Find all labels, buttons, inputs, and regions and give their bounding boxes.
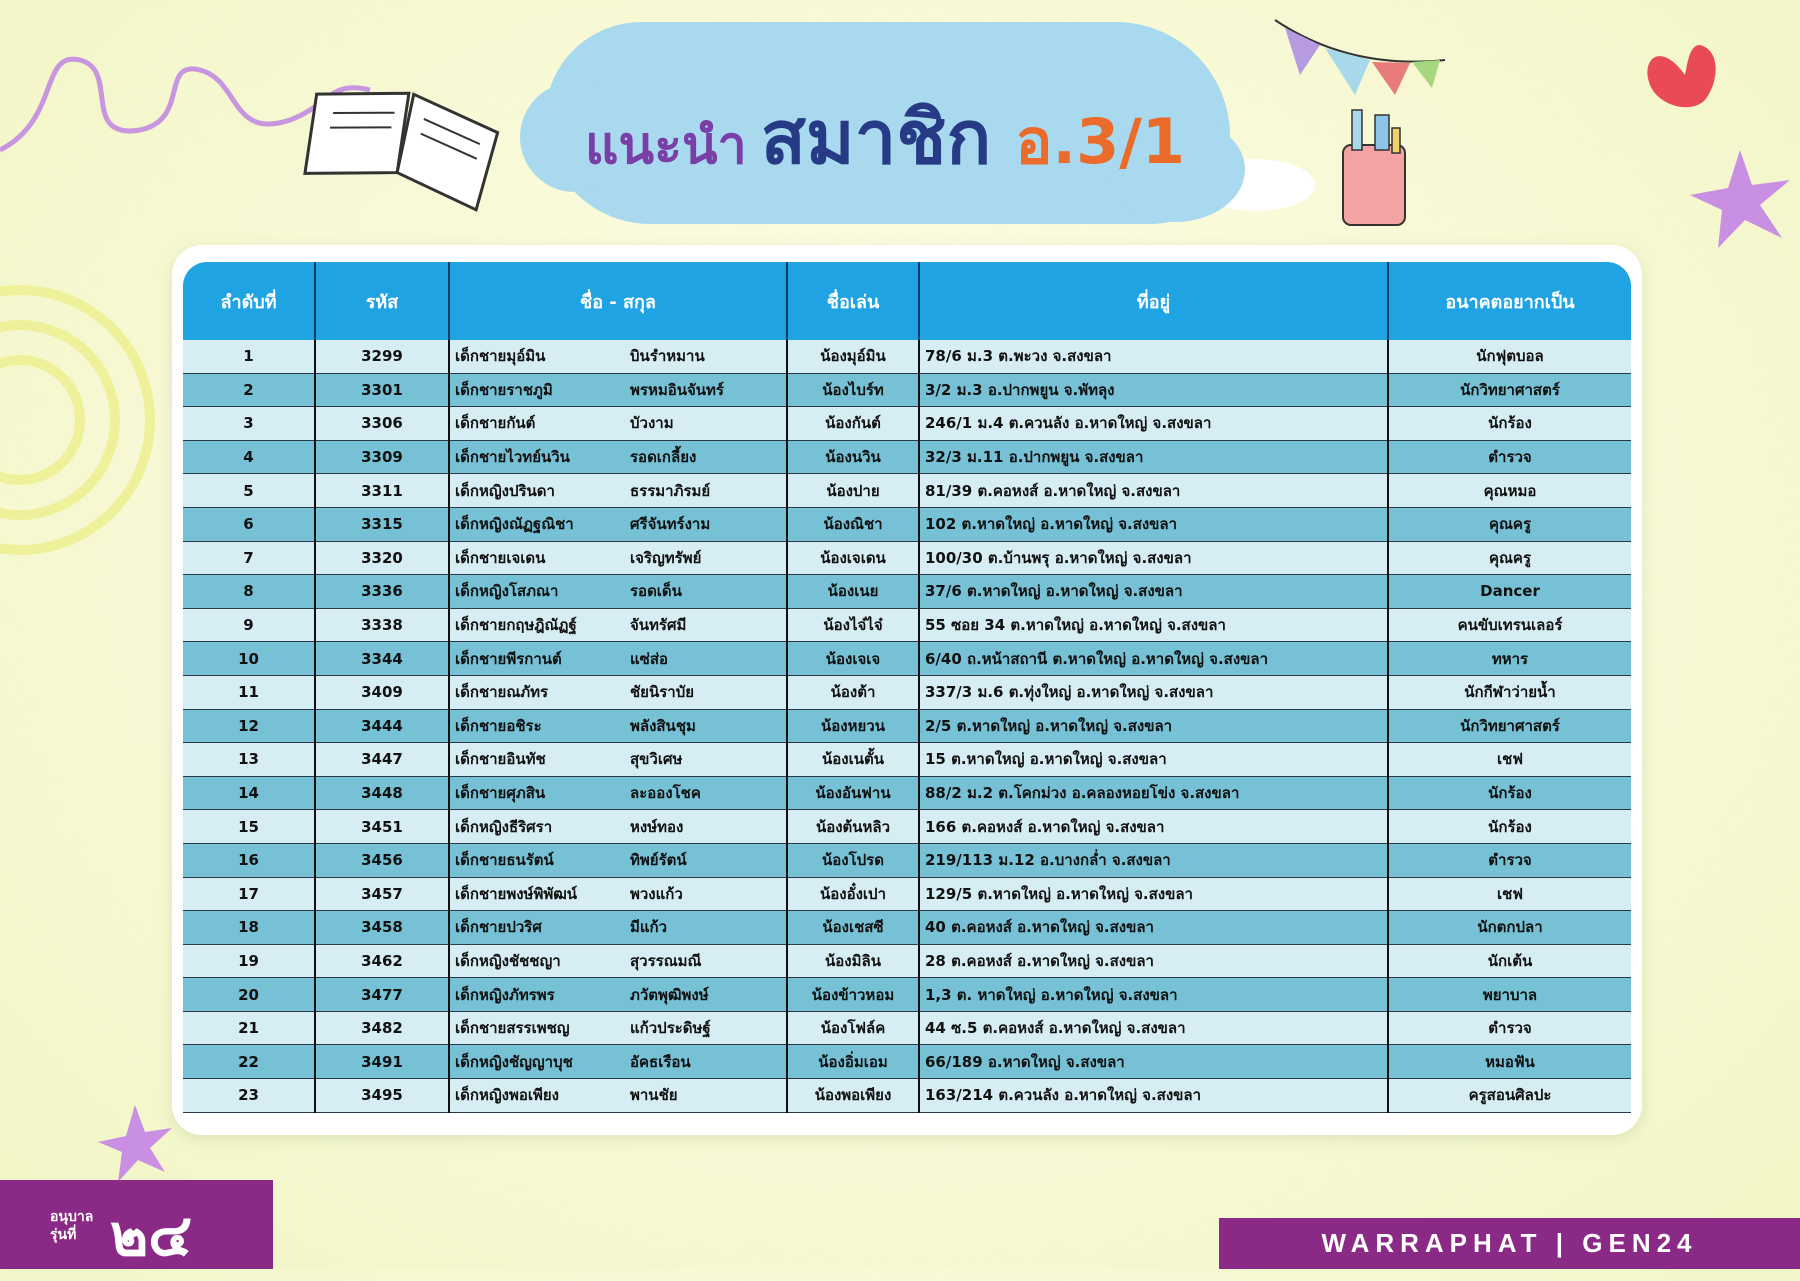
last-name: แก้วประดิษฐ์ [630,1019,711,1038]
first-name: เด็กชายอินทัช [455,750,546,769]
cell-no: 6 [183,507,315,541]
last-name: ทิพย์รัตน์ [630,851,687,870]
cell-nickname: น้องข้าวหอม [787,978,919,1012]
cell-id: 3311 [315,474,449,508]
cell-name [449,575,787,609]
page-title [585,78,1185,181]
cell-no: 15 [183,810,315,844]
table-row [183,911,1631,945]
table-row [183,575,1631,609]
cell-no: 7 [183,541,315,575]
cell-name [449,1011,787,1045]
cell-name [449,1079,787,1113]
cell-no: 8 [183,575,315,609]
cell-name [449,340,787,373]
table-row [183,440,1631,474]
cell-future: เชฟ [1388,743,1631,777]
cell-name [449,440,787,474]
cell-address: 219/113 ม.12 อ.บางกล่ำ จ.สงขลา [919,843,1388,877]
cell-future: นักตกปลา [1388,911,1631,945]
table-row [183,541,1631,575]
cell-nickname: น้องต้นหลิว [787,810,919,844]
cell-address: 2/5 ต.หาดใหญ่ อ.หาดใหญ่ จ.สงขลา [919,709,1388,743]
cell-no: 12 [183,709,315,743]
cell-no: 3 [183,407,315,441]
logo-line-2: รุ่นที่ [50,1227,77,1243]
cell-address: 166 ต.คอหงส์ อ.หาดใหญ่ จ.สงขลา [919,810,1388,844]
table-row [183,675,1631,709]
cell-id: 3409 [315,675,449,709]
cell-future: นักร้อง [1388,810,1631,844]
cell-name [449,1045,787,1079]
cell-nickname: น้องกันต์ [787,407,919,441]
cell-nickname: น้องอันฟาน [787,776,919,810]
last-name: จันทรัศมี [630,616,687,635]
cell-no: 9 [183,608,315,642]
header-future: อนาคตอยากเป็น [1388,262,1631,340]
cell-future: คุณครู [1388,541,1631,575]
first-name: เด็กหญิงณัฏฐณิชา [455,515,574,534]
cell-nickname: น้องเจเจ [787,642,919,676]
table-row [183,709,1631,743]
cell-no: 10 [183,642,315,676]
first-name: เด็กชายอชิระ [455,716,542,735]
cell-nickname: น้องณิชา [787,507,919,541]
cell-address: 100/30 ต.บ้านพรุ อ.หาดใหญ่ จ.สงขลา [919,541,1388,575]
member-table-container [183,262,1631,1113]
last-name: สุวรรณมณี [630,951,702,970]
cell-nickname: น้องโฟล์ค [787,1011,919,1045]
cell-no: 11 [183,675,315,709]
table-header-row [183,262,1631,340]
cell-future: พยาบาล [1388,978,1631,1012]
cell-no: 4 [183,440,315,474]
cell-address: 37/6 ต.หาดใหญ่ อ.หาดใหญ่ จ.สงขลา [919,575,1388,609]
cell-id: 3451 [315,810,449,844]
title-part-1: แนะนำ [585,116,747,176]
last-name: ศรีจันทร์งาม [630,515,711,534]
first-name: เด็กชายราชภูมิ [455,380,553,399]
cell-address: 163/214 ต.ควนลัง อ.หาดใหญ่ จ.สงขลา [919,1079,1388,1113]
cell-name [449,944,787,978]
first-name: เด็กชายพงษ์พิพัฒน์ [455,884,578,903]
last-name: รอดเด็น [630,582,682,601]
table-row [183,507,1631,541]
first-name: เด็กหญิงปรินดา [455,481,555,500]
logo-number: ๒๔ [110,1201,193,1269]
table-row [183,407,1631,441]
header-nickname: ชื่อเล่น [787,262,919,340]
first-name: เด็กชายสรรเพชญ [455,1019,570,1038]
header-id: รหัส [315,262,449,340]
cell-address: 129/5 ต.หาดใหญ่ อ.หาดใหญ่ จ.สงขลา [919,877,1388,911]
last-name: ละอองโชค [630,784,701,803]
cell-nickname: น้องนวิน [787,440,919,474]
cell-name [449,541,787,575]
cell-future: ตำรวจ [1388,440,1631,474]
cell-nickname: น้องอิ่มเอม [787,1045,919,1079]
first-name: เด็กหญิงชัชชญา [455,951,561,970]
cell-name [449,911,787,945]
table-row [183,1045,1631,1079]
last-name: เจริญทรัพย์ [630,548,702,567]
last-name: พลังสินชุม [630,716,696,735]
cell-address: 88/2 ม.2 ต.โคกม่วง อ.คลองหอยโข่ง จ.สงขลา [919,776,1388,810]
cell-no: 13 [183,743,315,777]
last-name: ภวัตพุฒิพงษ์ [630,985,709,1004]
cell-no: 5 [183,474,315,508]
first-name: เด็กหญิงโสภณา [455,582,559,601]
cell-name [449,709,787,743]
cell-id: 3457 [315,877,449,911]
cell-address: 32/3 ม.11 อ.ปากพยูน จ.สงขลา [919,440,1388,474]
cell-name [449,810,787,844]
cell-address: 78/6 ม.3 ต.พะวง จ.สงขลา [919,340,1388,373]
cell-address: 28 ต.คอหงส์ อ.หาดใหญ่ จ.สงขลา [919,944,1388,978]
first-name: เด็กชายไวทย์นวิน [455,448,570,467]
cell-future: คุณครู [1388,507,1631,541]
table-row [183,743,1631,777]
table-row [183,608,1631,642]
cell-future: นักเต้น [1388,944,1631,978]
cell-address: 40 ต.คอหงส์ อ.หาดใหญ่ จ.สงขลา [919,911,1388,945]
cell-nickname: น้องหยวน [787,709,919,743]
cell-id: 3344 [315,642,449,676]
first-name: เด็กชายพีรกานต์ [455,649,562,668]
cell-id: 3447 [315,743,449,777]
cell-address: 66/189 อ.หาดใหญ่ จ.สงขลา [919,1045,1388,1079]
last-name: แซ่ส่อ [630,649,669,668]
first-name: เด็กชายกันต์ [455,414,536,433]
first-name: เด็กชายธนรัตน์ [455,851,554,870]
cell-name [449,675,787,709]
cell-nickname: น้องไบร์ท [787,373,919,407]
cell-name [449,507,787,541]
cell-future: คนขับเทรนเลอร์ [1388,608,1631,642]
cell-id: 3301 [315,373,449,407]
cell-id: 3299 [315,340,449,373]
cell-address: 102 ต.หาดใหญ่ อ.หาดใหญ่ จ.สงขลา [919,507,1388,541]
last-name: พรหมอินจันทร์ [630,380,724,399]
table-row [183,944,1631,978]
cell-future: ครูสอนศิลปะ [1388,1079,1631,1113]
member-table [183,262,1631,1113]
cell-address: 6/40 ถ.หน้าสถานี ต.หาดใหญ่ อ.หาดใหญ่ จ.สงขลา [919,642,1388,676]
cell-name [449,642,787,676]
table-row [183,843,1631,877]
cell-id: 3458 [315,911,449,945]
cell-future: คุณหมอ [1388,474,1631,508]
table-row [183,1079,1631,1113]
cell-nickname: น้องเนย [787,575,919,609]
first-name: เด็กหญิงชัญญาบุช [455,1052,573,1071]
cell-nickname: น้องไจ๋ไจ๋ [787,608,919,642]
table-row [183,978,1631,1012]
table-row [183,373,1631,407]
cell-future: นักวิทยาศาสตร์ [1388,709,1631,743]
cell-future: นักฟุตบอล [1388,340,1631,373]
first-name: เด็กหญิงภัทรพร [455,985,555,1004]
cell-address: 246/1 ม.4 ต.ควนลัง อ.หาดใหญ่ จ.สงขลา [919,407,1388,441]
header-address: ที่อยู่ [919,262,1388,340]
cell-name [449,843,787,877]
cell-no: 19 [183,944,315,978]
cell-future: หมอฟัน [1388,1045,1631,1079]
cell-future: นักกีฬาว่ายน้ำ [1388,675,1631,709]
cell-address: 15 ต.หาดใหญ่ อ.หาดใหญ่ จ.สงขลา [919,743,1388,777]
logo-line-1: อนุบาล [50,1209,94,1225]
cell-id: 3444 [315,709,449,743]
cell-nickname: น้องเจเดน [787,541,919,575]
cell-id: 3320 [315,541,449,575]
table-row [183,776,1631,810]
last-name: ธรรมาภิรมย์ [630,481,711,500]
cell-nickname: น้องต้า [787,675,919,709]
cell-address: 1,3 ต. หาดใหญ่ อ.หาดใหญ่ จ.สงขลา [919,978,1388,1012]
cell-id: 3491 [315,1045,449,1079]
footer-credit: WARRAPHAT | GEN24 [1219,1218,1800,1269]
last-name: อัคธเรือน [630,1052,691,1071]
cell-name [449,776,787,810]
cell-id: 3306 [315,407,449,441]
cell-future: นักร้อง [1388,776,1631,810]
cell-name [449,474,787,508]
cell-name [449,373,787,407]
cell-nickname: น้องมิลิน [787,944,919,978]
table-row [183,474,1631,508]
first-name: เด็กชายกฤษฎิณัฏฐ์ [455,616,577,635]
cell-id: 3462 [315,944,449,978]
cell-id: 3336 [315,575,449,609]
last-name: บินรำหมาน [630,347,705,366]
cell-nickname: น้องเชสซี [787,911,919,945]
cell-future: เชฟ [1388,877,1631,911]
last-name: รอดเกลี้ยง [630,448,697,467]
cell-address: 3/2 ม.3 อ.ปากพยูน จ.พัทลุง [919,373,1388,407]
gen-logo [0,1180,273,1269]
cell-name [449,743,787,777]
cell-future: ทหาร [1388,642,1631,676]
first-name: เด็กชายมุอ์มิน [455,347,546,366]
cell-nickname: น้องมุอ์มิน [787,340,919,373]
title-class: อ.3/1 [1015,105,1185,178]
cell-nickname: น้องเนตั้น [787,743,919,777]
cell-name [449,978,787,1012]
cell-future: Dancer [1388,575,1631,609]
first-name: เด็กชายณภัทร [455,683,549,702]
cell-id: 3456 [315,843,449,877]
cell-name [449,608,787,642]
cell-nickname: น้องอั๋งเปา [787,877,919,911]
cell-nickname: น้องโปรด [787,843,919,877]
first-name: เด็กหญิงพอเพียง [455,1086,559,1105]
cell-address: 337/3 ม.6 ต.ทุ่งใหญ่ อ.หาดใหญ่ จ.สงขลา [919,675,1388,709]
table-row [183,1011,1631,1045]
cell-address: 81/39 ต.คอหงส์ อ.หาดใหญ่ จ.สงขลา [919,474,1388,508]
header-name: ชื่อ - สกุล [449,262,787,340]
last-name: บัวงาม [630,414,674,433]
last-name: หงษ์ทอง [630,817,684,836]
cell-future: ตำรวจ [1388,843,1631,877]
cell-id: 3482 [315,1011,449,1045]
cell-no: 14 [183,776,315,810]
cell-id: 3477 [315,978,449,1012]
last-name: มีแก้ว [630,918,668,937]
cell-id: 3448 [315,776,449,810]
cell-id: 3495 [315,1079,449,1113]
last-name: สุขวิเศษ [630,750,683,769]
cell-name [449,407,787,441]
header-no: ลำดับที่ [183,262,315,340]
cell-no: 22 [183,1045,315,1079]
cell-no: 21 [183,1011,315,1045]
cell-id: 3309 [315,440,449,474]
first-name: เด็กชายเจเดน [455,548,546,567]
cell-no: 2 [183,373,315,407]
last-name: พานชัย [630,1086,678,1105]
cell-future: นักร้อง [1388,407,1631,441]
table-row [183,810,1631,844]
cell-no: 1 [183,340,315,373]
cell-future: นักวิทยาศาสตร์ [1388,373,1631,407]
cell-address: 55 ซอย 34 ต.หาดใหญ่ อ.หาดใหญ่ จ.สงขลา [919,608,1388,642]
logo-small-text [50,1208,93,1244]
table-row [183,340,1631,373]
cell-id: 3315 [315,507,449,541]
cell-address: 44 ซ.5 ต.คอหงส์ อ.หาดใหญ่ จ.สงขลา [919,1011,1388,1045]
title-part-2: สมาชิก [760,95,992,181]
cell-future: ตำรวจ [1388,1011,1631,1045]
first-name: เด็กหญิงธีริศรา [455,817,553,836]
last-name: พวงแก้ว [630,884,683,903]
cell-no: 17 [183,877,315,911]
cell-no: 16 [183,843,315,877]
cell-nickname: น้องพอเพียง [787,1079,919,1113]
last-name: ชัยนิราบัย [630,683,695,702]
cell-no: 20 [183,978,315,1012]
cell-name [449,877,787,911]
cell-nickname: น้องปาย [787,474,919,508]
cell-no: 23 [183,1079,315,1113]
cell-no: 18 [183,911,315,945]
first-name: เด็กชายศุภสิน [455,784,546,803]
table-row [183,642,1631,676]
first-name: เด็กชายปวริศ [455,918,542,937]
table-row [183,877,1631,911]
cell-id: 3338 [315,608,449,642]
